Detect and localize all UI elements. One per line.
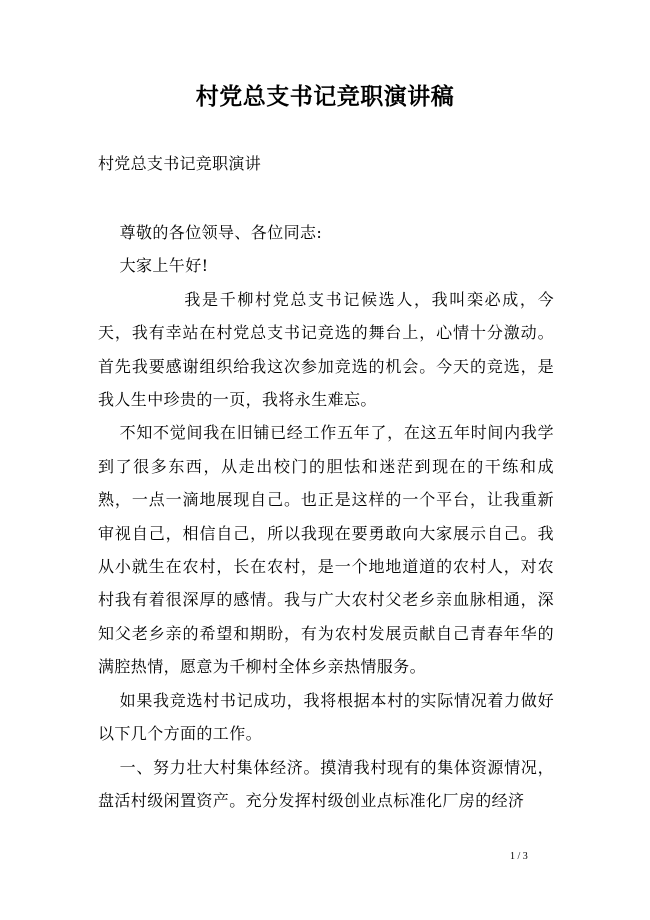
paragraph-plan-one: 一、努力壮大村集体经济。摸清我村现有的集体资源情况，盘活村级闲置资产。充分发挥村级创业点标准化厂房的经济 <box>98 757 554 810</box>
document-subtitle: 村党总支书记竞职演讲 <box>98 154 262 173</box>
document-body <box>98 216 554 817</box>
salutation: 尊敬的各位领导、各位同志: <box>119 223 323 242</box>
greeting: 大家上午好! <box>119 256 209 276</box>
paragraph-introduction: 我是千柳村党总支书记候选人，我叫栾必成，今天，我有幸站在村党总支书记竞选的舞台上，心情十分激动。首先我要感谢组织给我这次参加竞选的机会。今天的竞选，是我人生中珍贵的一页，我将永生难忘。 <box>98 289 554 410</box>
page-number: 1 / 3 <box>510 851 528 862</box>
document-title: 村党总支书记竞职演讲稿 <box>195 83 455 110</box>
paragraph-plan-intro: 如果我竞选村书记成功，我将根据本村的实际情况着力做好以下几个方面的工作。 <box>98 690 554 744</box>
paragraph-experience: 不知不觉间我在旧铺已经工作五年了，在这五年时间内我学到了很多东西，从走出校门的胆怯和迷茫到现在的干练和成熟，一点一滴地展现自己。也正是这样的一个平台，让我重新审视自己，相信自己，所以我现在要勇敢向大家展示自己。我从小就生在农村，长在农村，是一个地地道道的农村人，对农村我有着很深厚的感情。我与广大农村父老乡亲血脉相通，深知父老乡亲的希望和期盼，有为农村发展贡献自己青春年华的满腔热情，愿意为千柳村全体乡亲热情服务。 <box>98 423 554 677</box>
